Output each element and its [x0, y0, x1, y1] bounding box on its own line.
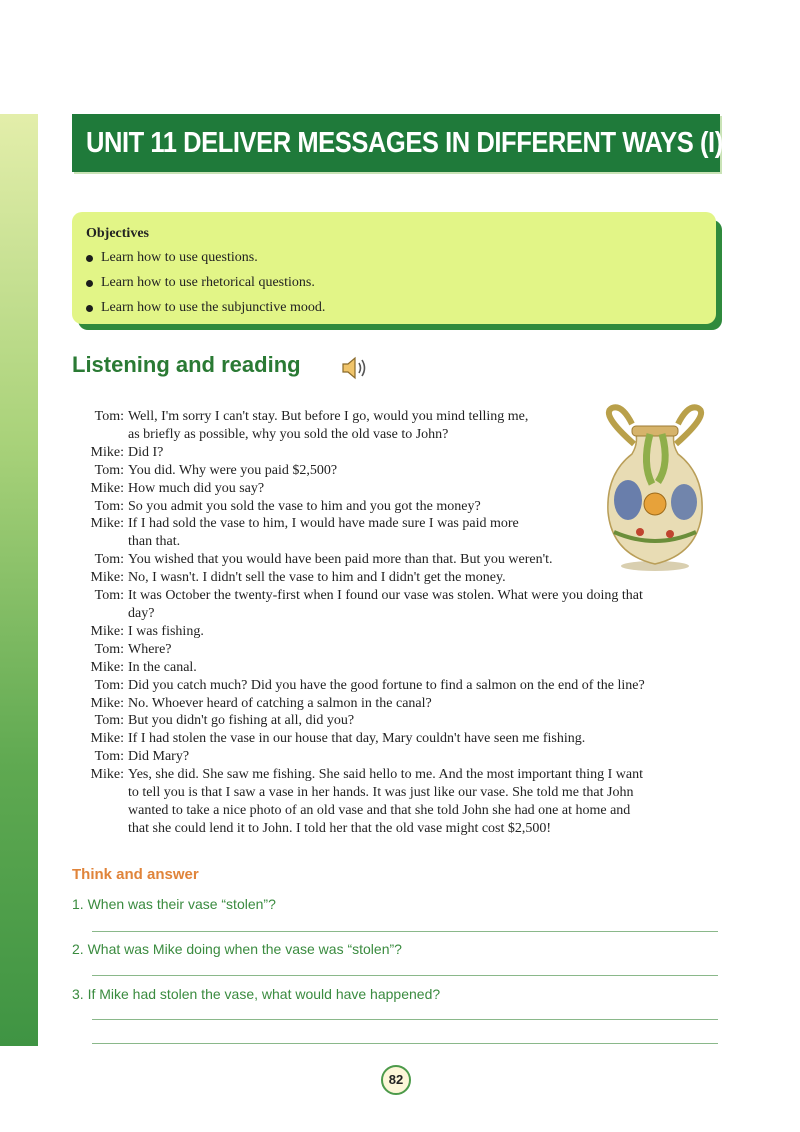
- side-gradient-bar: [0, 114, 38, 1046]
- dialog-line: [72, 569, 732, 587]
- speaker-label: Tom:: [94, 677, 124, 693]
- dialog-line: [72, 587, 732, 605]
- question-2: 2. What was Mike doing when the vase was “stolen”?: [72, 941, 402, 957]
- dialog-line: [72, 766, 732, 784]
- dialog-line: [72, 551, 732, 569]
- bullet-icon: [86, 255, 93, 262]
- dialog-text: No. Whoever heard of catching a salmon in the canal?: [128, 695, 432, 711]
- answer-line[interactable]: [92, 931, 718, 932]
- question-1: 1. When was their vase “stolen”?: [72, 896, 276, 912]
- dialog-line: [72, 784, 732, 802]
- dialog-line: [72, 820, 732, 838]
- dialog-text: Did Mary?: [128, 749, 190, 765]
- speaker-icon[interactable]: [340, 355, 370, 381]
- dialog-text: So you admit you sold the vase to him and you got the money?: [128, 498, 481, 514]
- dialog-text: day?: [128, 605, 155, 621]
- dialog-line: [72, 712, 732, 730]
- dialog-text: No, I wasn't. I didn't sell the vase to him and I didn't get the money.: [128, 570, 506, 586]
- section-title: Listening and reading: [72, 352, 301, 377]
- dialog-line: [72, 426, 732, 444]
- speaker-label: Tom:: [94, 462, 124, 478]
- page-number: 82: [381, 1065, 411, 1095]
- answer-line[interactable]: [92, 1019, 718, 1020]
- answer-line[interactable]: [92, 1043, 718, 1044]
- dialog-text: How much did you say?: [128, 480, 265, 496]
- dialog-line: [72, 498, 732, 516]
- dialog: [72, 408, 732, 838]
- objective-item: Learn how to use rhetorical questions.: [86, 273, 325, 298]
- speaker-label: Mike:: [90, 444, 124, 460]
- dialog-text: Yes, she did. She saw me fishing. She said hello to me. And the most important thing I want: [128, 767, 643, 783]
- dialog-line: [72, 659, 732, 677]
- speaker-label: Tom:: [94, 552, 124, 568]
- think-heading: Think and answer: [72, 866, 199, 883]
- objectives-heading: Objectives: [86, 226, 149, 241]
- dialog-line: [72, 462, 732, 480]
- dialog-line: [72, 677, 732, 695]
- dialog-line: [72, 605, 732, 623]
- bullet-icon: [86, 280, 93, 287]
- speaker-label: Tom:: [94, 749, 124, 765]
- speaker-label: Mike:: [90, 731, 124, 747]
- dialog-line: [72, 695, 732, 713]
- speaker-label: Tom:: [94, 713, 124, 729]
- dialog-text: wanted to take a nice photo of an old vase and that she told John she had one at home and: [128, 802, 631, 818]
- speaker-label: Mike:: [90, 570, 124, 586]
- dialog-text: Where?: [128, 641, 172, 657]
- dialog-line: [72, 480, 732, 498]
- dialog-text: than that.: [128, 534, 181, 550]
- speaker-label: Mike:: [90, 480, 124, 496]
- dialog-line: [72, 533, 732, 551]
- dialog-line: [72, 444, 732, 462]
- dialog-line: [72, 515, 732, 533]
- dialog-text: as briefly as possible, why you sold the old vase to John?: [128, 426, 449, 442]
- dialog-line: [72, 641, 732, 659]
- dialog-text: It was October the twenty-first when I found our vase was stolen. What were you doing that: [128, 588, 643, 604]
- dialog-text: I was fishing.: [128, 623, 204, 639]
- dialog-text: Did I?: [128, 444, 164, 460]
- objectives-box: [72, 212, 716, 324]
- speaker-label: Mike:: [90, 695, 124, 711]
- unit-banner: [72, 114, 723, 172]
- speaker-label: Mike:: [90, 516, 124, 532]
- speaker-label: Tom:: [94, 498, 124, 514]
- dialog-text: If I had stolen the vase in our house that day, Mary couldn't have seen me fishing.: [128, 731, 586, 747]
- bullet-icon: [86, 305, 93, 312]
- speaker-label: Tom:: [94, 641, 124, 657]
- dialog-line: [72, 802, 732, 820]
- dialog-text: Well, I'm sorry I can't stay. But before I go, would you mind telling me,: [128, 409, 529, 424]
- objective-item: Learn how to use questions.: [86, 248, 325, 273]
- speaker-label: Mike:: [90, 623, 124, 639]
- dialog-text: But you didn't go fishing at all, did you?: [128, 713, 355, 729]
- objectives-list: [86, 248, 325, 323]
- speaker-label: Tom:: [94, 588, 124, 604]
- dialog-text: to tell you is that I saw a vase in her hands. It was just like our vase. She told me that John: [128, 785, 634, 801]
- objective-item: Learn how to use the subjunctive mood.: [86, 298, 325, 323]
- speaker-label: [72, 784, 124, 802]
- speaker-label: Tom:: [94, 409, 124, 424]
- dialog-text: Did you catch much? Did you have the good fortune to find a salmon on the end of the line?: [128, 677, 645, 693]
- dialog-line: [72, 408, 732, 426]
- speaker-label: Mike:: [90, 767, 124, 783]
- speaker-label: [72, 802, 124, 820]
- dialog-text: If I had sold the vase to him, I would have made sure I was paid more: [128, 516, 519, 532]
- speaker-label: Mike:: [90, 659, 124, 675]
- dialog-line: [72, 623, 732, 641]
- answer-line[interactable]: [92, 975, 718, 976]
- dialog-line: [72, 730, 732, 748]
- speaker-label: [72, 426, 124, 444]
- unit-title: UNIT 11 DELIVER MESSAGES IN DIFFERENT WAYS (I): [86, 127, 723, 159]
- speaker-label: [72, 533, 124, 551]
- dialog-line: [72, 748, 732, 766]
- dialog-text: You wished that you would have been paid more than that. But you weren't.: [128, 552, 553, 568]
- dialog-text: In the canal.: [128, 659, 197, 675]
- dialog-text: that she could lend it to John. I told her that the old vase might cost $2,500!: [128, 820, 552, 836]
- question-3: 3. If Mike had stolen the vase, what would have happened?: [72, 986, 441, 1002]
- speaker-label: [72, 820, 124, 838]
- dialog-text: You did. Why were you paid $2,500?: [128, 462, 338, 478]
- speaker-label: [72, 605, 124, 623]
